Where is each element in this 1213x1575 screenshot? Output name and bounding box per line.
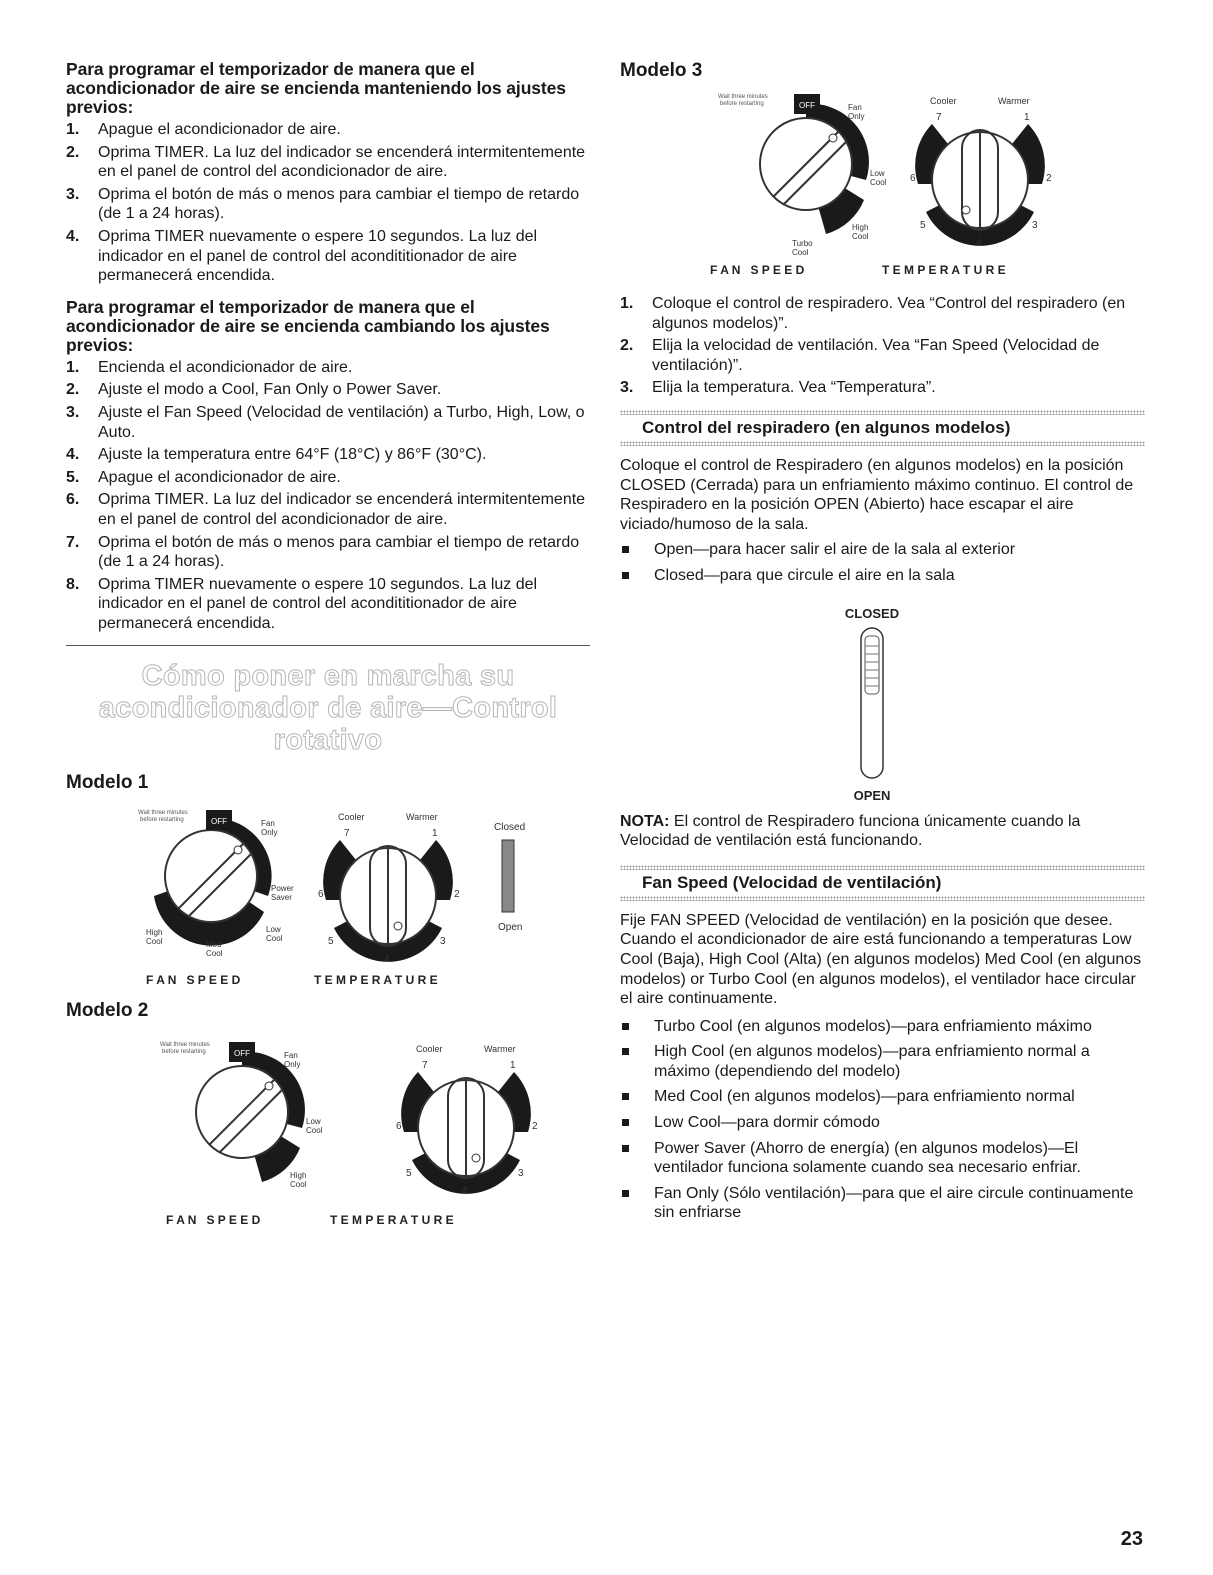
high-label: High [290, 1171, 307, 1181]
dotted-rule [620, 441, 1145, 446]
closed-label: Closed [494, 822, 526, 834]
dial-dot [472, 1154, 480, 1162]
bullet-item: Med Cool (en algunos modelos)—para enfriamiento normal [620, 1087, 1145, 1107]
vent-bullets [620, 540, 1145, 585]
operating-steps-list [620, 294, 1145, 398]
temperature-caption: T E M P E R A T U R E [314, 973, 438, 988]
fan-speed-dial[interactable] [138, 810, 294, 958]
off-label: OFF [799, 101, 815, 110]
cool-label: Cool [306, 1126, 323, 1136]
step-item: 4. Ajuste la temperatura entre 64°F (18°C) y 86°F (30°C). [66, 446, 487, 464]
temp-mark-7: 7 [422, 1060, 428, 1072]
temp-mark-4: 4 [976, 238, 982, 249]
fan-speed-caption: F A N S P E E D [710, 263, 805, 277]
temp-mark-3: 3 [1032, 220, 1038, 231]
vent-control[interactable] [494, 822, 525, 933]
bullet-item: Fan Only (Sólo ventilación)—para que el aire circule continuamente sin enfriarse [620, 1184, 1145, 1223]
fan-speed-body: Fije FAN SPEED (Velocidad de ventilación) en la posición que desee. Cuando el acondicionador de aire está funcionando a temperaturas Low Cool (Baja), High Cool (Alta) (en algunos modelos) Med Cool (en algunos modelos) or Turbo Cool (en algunos modelos), el ventilador hace circular el aire continuamente. [620, 911, 1142, 1008]
fan-label: Fan [848, 103, 862, 112]
section-divider [66, 645, 590, 646]
temp-mark-1: 1 [1024, 112, 1030, 123]
temp-mark-5: 5 [920, 220, 926, 231]
fan-speed-title: Fan Speed (Velocidad de ventilación) [642, 872, 942, 892]
warmer-label: Warmer [484, 1044, 516, 1055]
note-paragraph [620, 812, 1145, 851]
cool-label: Cool [290, 1180, 307, 1190]
step-item: 2. Ajuste el modo a Cool, Fan Only o Power Saver. [66, 381, 442, 399]
dial-dot [265, 1082, 273, 1090]
lever-grip [865, 636, 879, 694]
dotted-rule [620, 410, 1145, 415]
warmer-label: Warmer [998, 96, 1030, 106]
vent-slider [502, 840, 514, 912]
dial-dot [234, 846, 242, 854]
step-item: 2. Oprima TIMER. La luz del indicador se encenderá intermitentemente en el panel de control del acondicionador de aire. [66, 143, 586, 181]
off-label: OFF [234, 1049, 250, 1059]
model-3-controls [620, 88, 1145, 288]
cooler-label: Cooler [416, 1044, 443, 1055]
vent-control-title: Control del respiradero (en algunos modelos) [642, 417, 1011, 437]
temp-mark-1: 1 [432, 828, 438, 840]
high-label: High [146, 928, 163, 938]
bullet-item: High Cool (en algunos modelos)—para enfriamiento normal a máximo (dependiendo del modelo) [620, 1042, 1145, 1081]
low-label: Low [306, 1117, 321, 1127]
high-label: High [852, 223, 869, 232]
fan-speed-caption: F A N S P E E D [166, 1213, 261, 1228]
temp-mark-4: 4 [384, 954, 390, 966]
temperature-caption: T E M P E R A T U R E [882, 263, 1006, 277]
note-label: NOTA: [620, 812, 670, 830]
temp-mark-1: 1 [510, 1060, 516, 1072]
temp-mark-3: 3 [440, 936, 446, 948]
dial-dot [394, 922, 402, 930]
cool-label: Cool [146, 937, 163, 947]
only-label: Only [848, 112, 865, 121]
cool-label: Cool [206, 949, 223, 959]
model-2-label: Modelo 2 [66, 1000, 149, 1022]
temp-mark-2: 2 [454, 889, 460, 901]
steps-list-change-settings [66, 358, 590, 634]
wait-note: before restarting [162, 1049, 206, 1056]
bullet-item: Low Cool—para dormir cómodo [620, 1113, 1145, 1133]
temp-mark-5: 5 [406, 1168, 412, 1180]
fan-label: Fan [284, 1051, 298, 1061]
step-item: 7. Oprima el botón de más o menos para cambiar el tiempo de retardo (de 1 a 24 horas). [66, 533, 580, 571]
power-label: Power [271, 884, 294, 894]
step-item: 8. Oprima TIMER nuevamente o espere 10 segundos. La luz del indicador en el panel de control del acondititionador de aire permanecerá encendida. [66, 575, 538, 632]
temp-mark-4: 4 [462, 1186, 468, 1198]
temperature-caption: T E M P E R A T U R E [330, 1213, 454, 1228]
wait-note: Wait three minutes [718, 94, 768, 100]
fan-label: Fan [261, 819, 275, 829]
model-1-controls [66, 800, 590, 1000]
right-column [620, 60, 1145, 1231]
model-3-label: Modelo 3 [620, 60, 703, 81]
open-label: OPEN [853, 787, 891, 803]
step-item: 6. Oprima TIMER. La luz del indicador se encenderá intermitentemente en el panel de control del acondicionador de aire. [66, 491, 586, 528]
dial-dot [829, 134, 837, 142]
fan-speed-bullets [620, 1017, 1145, 1223]
note-text: El control de Respiradero funciona únicamente cuando la Velocidad de ventilación está funcionando. [620, 812, 1081, 850]
warmer-label: Warmer [406, 812, 438, 823]
low-label: Low [870, 169, 885, 178]
cool-label: Cool [266, 934, 283, 944]
step-item: 5. Apague el acondicionador de aire. [66, 468, 341, 486]
only-label: Only [261, 828, 278, 838]
fan-speed-dial[interactable] [160, 1042, 323, 1189]
vent-lever[interactable] [861, 628, 883, 778]
model-2-controls [66, 1028, 590, 1238]
step-item: 1. Encienda el acondicionador de aire. [66, 358, 353, 376]
temp-mark-7: 7 [344, 828, 350, 840]
temperature-dial[interactable] [396, 1044, 538, 1197]
dial-dot [962, 206, 970, 214]
temp-mark-7: 7 [936, 112, 942, 123]
vent-lever-diagram [620, 594, 1145, 804]
dotted-rule [620, 865, 1145, 870]
temp-mark-5: 5 [328, 936, 334, 948]
temp-mark-3: 3 [518, 1168, 524, 1180]
cool-label: Cool [852, 232, 869, 241]
bullet-item: Closed—para que circule el aire en la sala [620, 566, 1145, 586]
low-label: Low [266, 925, 281, 935]
bullet-item: Power Saver (Ahorro de energía) (en algunos modelos)—El ventilador funciona solamente cuando sea necesario enfriar. [620, 1139, 1145, 1178]
temperature-dial[interactable] [318, 812, 460, 965]
wait-note: before restarting [140, 817, 184, 824]
step-item: 1. Apague el acondicionador de aire. [66, 121, 341, 138]
step-item: 4. Oprima TIMER nuevamente o espere 10 segundos. La luz del indicador en el panel de control del acondititionador de aire permanecerá encendida. [66, 227, 538, 285]
cool-label: Cool [792, 248, 809, 257]
closed-label: CLOSED [844, 605, 900, 621]
step-item: 1. Coloque el control de respiradero. Vea “Control del respiradero (en algunos modelos)”. [620, 295, 1126, 332]
left-column [66, 60, 590, 1238]
vent-control-body: Coloque el control de Respiradero (en algunos modelos) en la posición CLOSED (Cerrada) para un enfriamiento máximo continuo. El control de Respiradero en la posición OPEN (Abierto) hace escapar el aire viciado/humoso de la sala. [620, 456, 1134, 533]
bullet-item: Open—para hacer salir el aire de la sala al exterior [620, 540, 1145, 560]
dotted-rule [620, 896, 1145, 901]
temp-mark-6: 6 [396, 1121, 402, 1133]
section-title-keep-settings: Para programar el temporizador de manera que el acondicionador de aire se encienda manteniendo los ajustes previos: [66, 59, 566, 117]
cool-label: Cool [870, 178, 887, 187]
med-label: Med [206, 940, 222, 950]
bullet-item: Turbo Cool (en algunos modelos)—para enfriamiento máximo [620, 1017, 1145, 1037]
model-1-label: Modelo 1 [66, 772, 149, 794]
turbo-label: Turbo [792, 239, 813, 248]
wait-note: Wait three minutes [160, 1042, 210, 1049]
steps-list-keep-settings [66, 120, 590, 286]
rotary-control-heading: Cómo poner en marcha su acondicionador de aire—Control rotativo [98, 660, 558, 757]
section-title-change-settings: Para programar el temporizador de manera que el acondicionador de aire se encienda cambiando los ajustes previos: [66, 296, 550, 355]
fan-speed-dial[interactable] [718, 94, 887, 257]
cooler-label: Cooler [930, 96, 957, 106]
step-item: 3. Ajuste el Fan Speed (Velocidad de ventilación) a Turbo, High, Low, o Auto. [66, 403, 585, 441]
temperature-dial[interactable] [910, 96, 1052, 249]
off-label: OFF [211, 817, 227, 827]
fan-speed-caption: F A N S P E E D [146, 973, 241, 988]
saver-label: Saver [271, 893, 292, 903]
temp-mark-6: 6 [910, 173, 916, 184]
only-label: Only [284, 1060, 301, 1070]
step-item: 3. Oprima el botón de más o menos para cambiar el tiempo de retardo (de 1 a 24 horas). [66, 185, 580, 223]
wait-note: Wait three minutes [138, 810, 188, 817]
temp-mark-2: 2 [532, 1121, 538, 1133]
temp-mark-6: 6 [318, 889, 324, 901]
open-label: Open [498, 922, 523, 934]
cooler-label: Cooler [338, 812, 365, 823]
wait-note: before restarting [720, 101, 764, 107]
step-item: 3. Elija la temperatura. Vea “Temperatura”. [620, 379, 936, 397]
temp-mark-2: 2 [1046, 173, 1052, 184]
step-item: 2. Elija la velocidad de ventilación. Vea “Fan Speed (Velocidad de ventilación)”. [620, 337, 1100, 374]
page-number: 23 [1120, 1528, 1143, 1550]
